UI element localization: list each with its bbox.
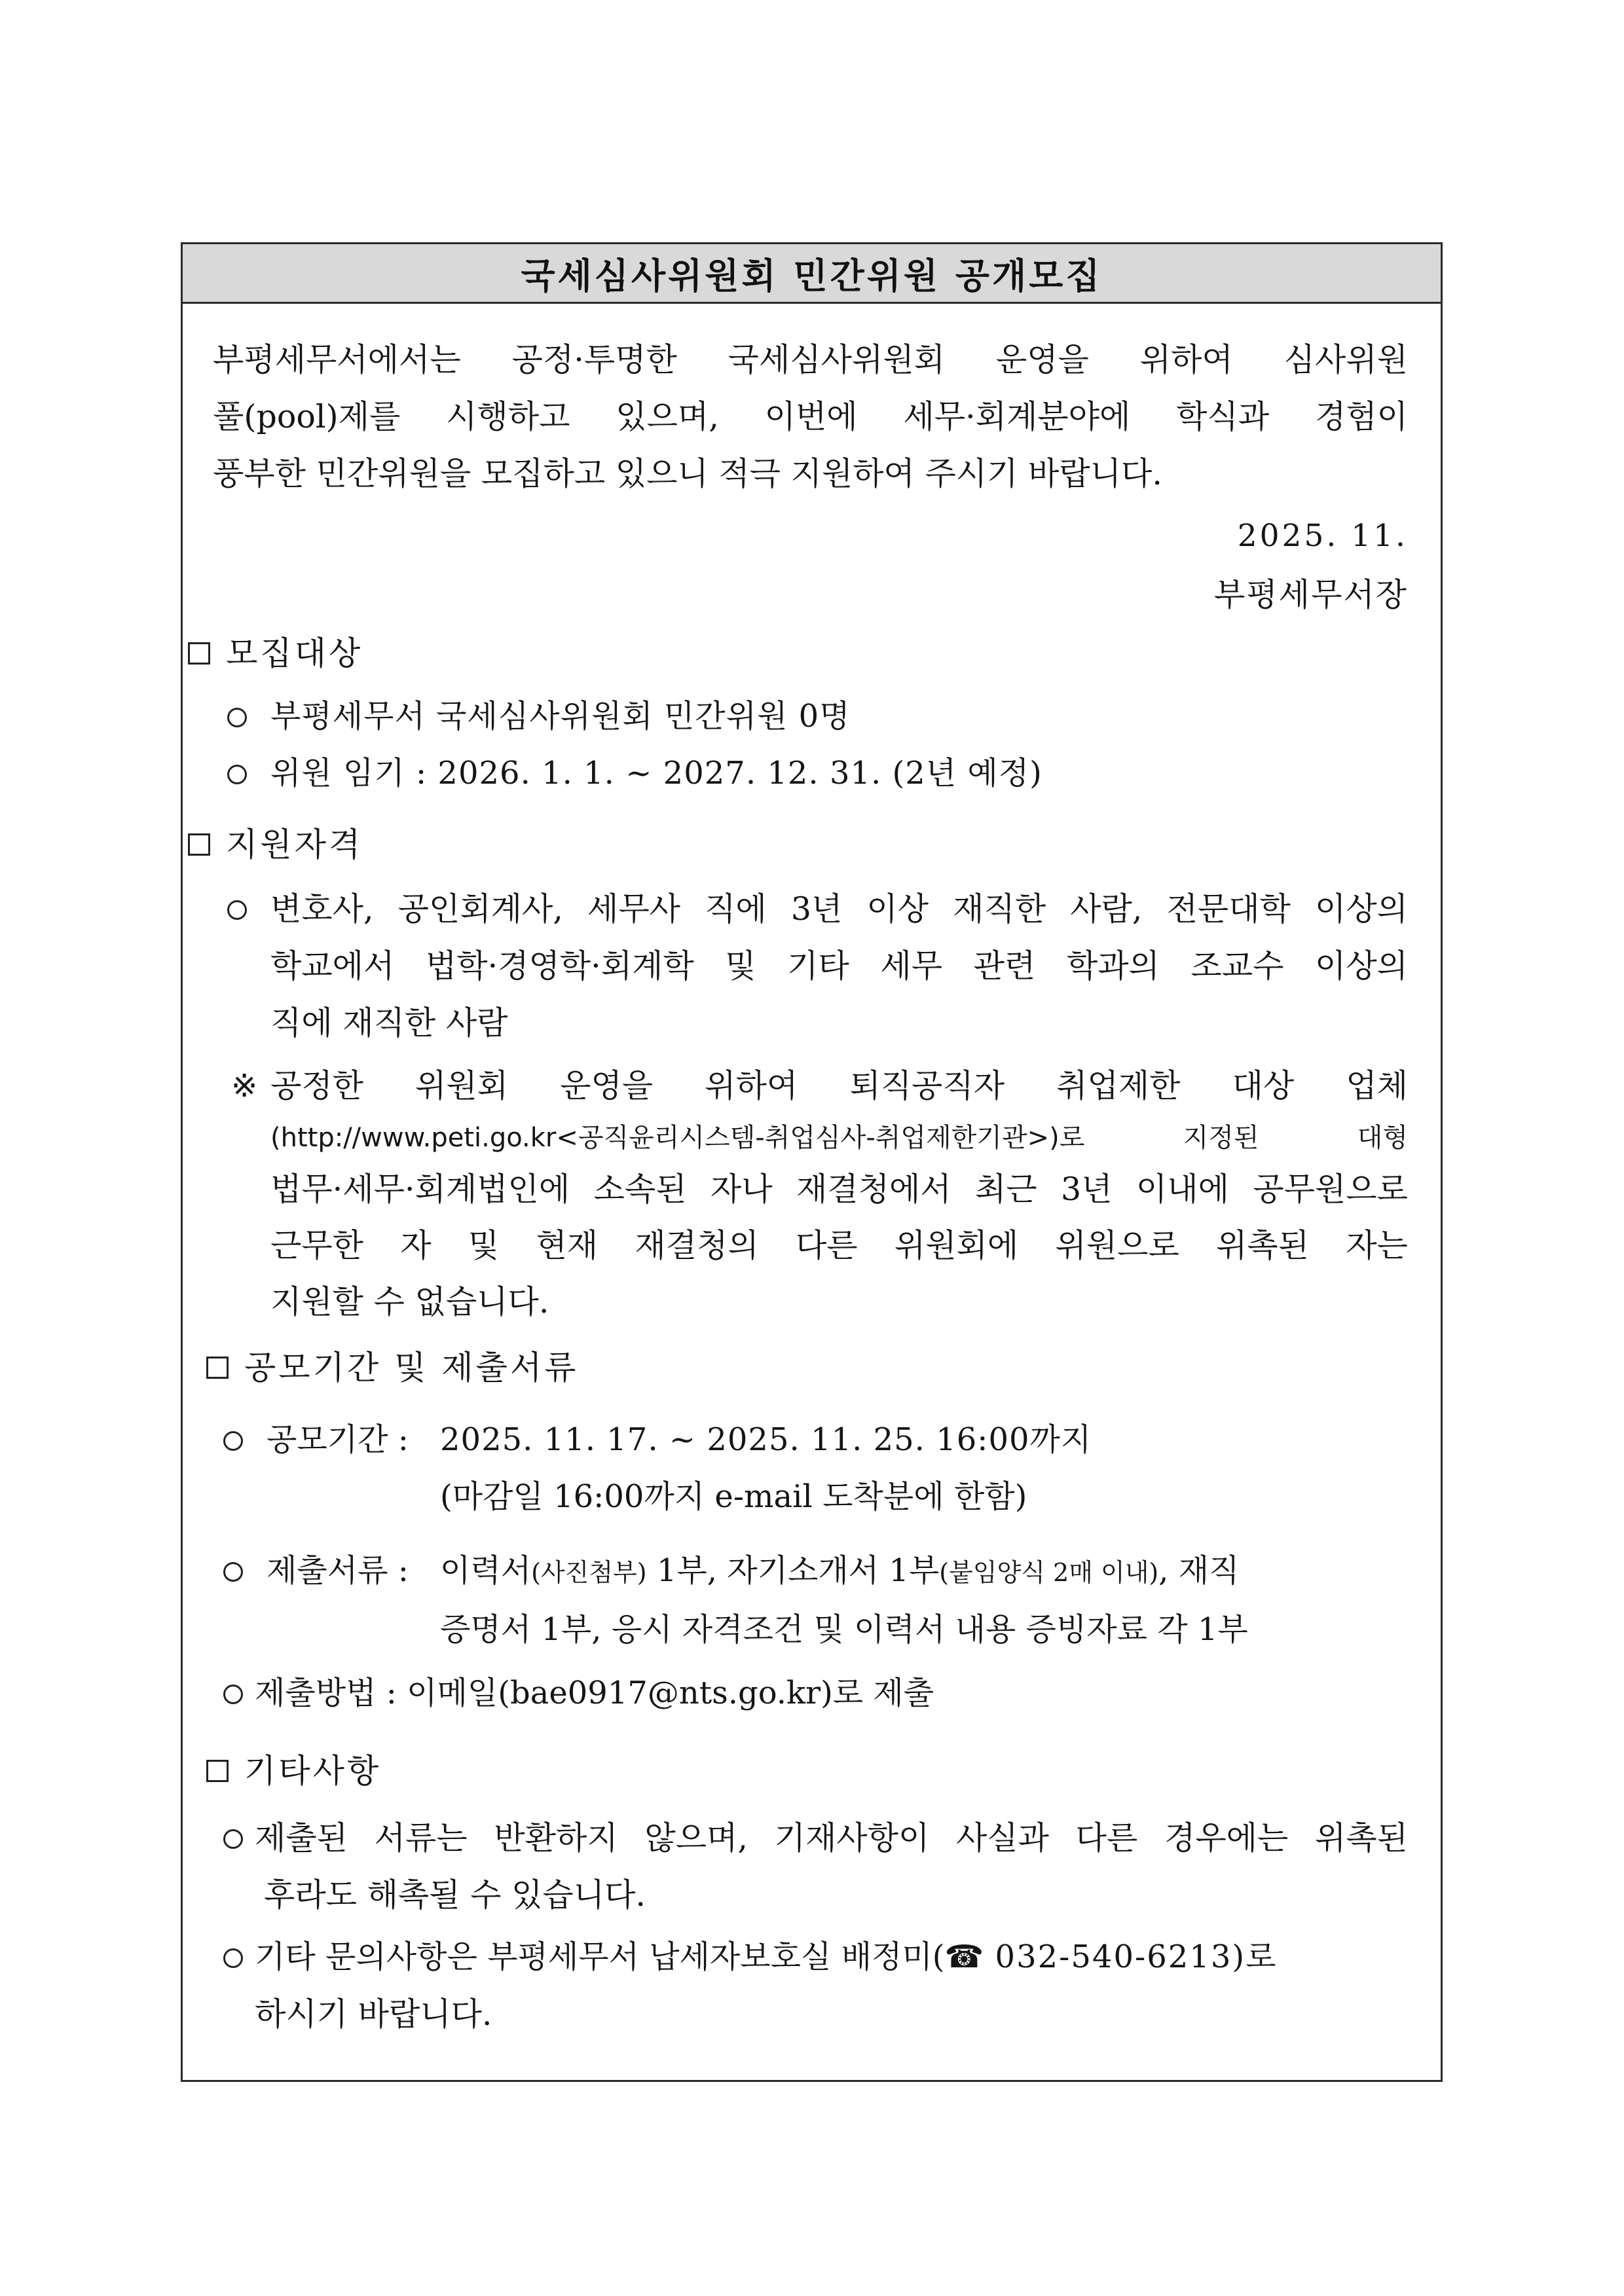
list-item	[223, 1810, 1408, 1923]
docs-line: (사진첨부)	[531, 1558, 647, 1587]
section-heading-target	[188, 624, 1408, 683]
list-item	[227, 881, 1408, 1051]
circle-bullet-icon	[223, 1562, 243, 1582]
list-item	[227, 745, 1408, 802]
section-title: 지원자격	[226, 826, 363, 864]
note-line: 법무·세무·회계법인에 소속된 자나 재결청에서 최근 3년 이내에 공무원으로	[270, 1171, 1408, 1208]
issuer-name: 부평세무서장	[1213, 576, 1408, 613]
circle-bullet-icon	[223, 1431, 243, 1451]
note-mark: ※	[231, 1068, 258, 1104]
intro-line: 부평세무서에서는 공정·투명한 국세심사위원회 운영을 위하여 심사위원	[213, 341, 1408, 378]
section-title: 공모기간 및 제출서류	[244, 1349, 579, 1387]
others-line: 하시기 바랍니다.	[255, 1995, 492, 2033]
telephone-icon: ☎	[944, 1939, 984, 1975]
term-of-office: 위원 임기 : 2026. 1. 1. ~ 2027. 12. 31. (2년 예정)	[270, 755, 1043, 792]
circle-bullet-icon	[227, 708, 247, 727]
period-note: (마감일 16:00까지 e-mail 도착분에 한함)	[440, 1478, 1027, 1515]
intro-line: 풀(pool)제를 시행하고 있으며, 이번에 세무·회계분야에 학식과 경험이	[213, 398, 1408, 435]
intro-line: 풍부한 민간위원을 모집하고 있으니 적극 지원하여 주시기 바랍니다.	[213, 455, 1162, 492]
section-heading-others	[206, 1741, 1408, 1800]
section-title: 모집대상	[226, 634, 363, 672]
others-line: 기타 문의사항은 부평세무서 납세자보호실 배정미(	[255, 1939, 945, 1975]
list-item	[223, 1542, 1408, 1658]
notice-frame	[181, 242, 1443, 2082]
docs-line: , 재직	[1158, 1552, 1240, 1589]
others-line: 제출된 서류는 반환하지 않으며, 기재사항이 사실과 다른 경우에는 위촉된	[255, 1819, 1408, 1857]
list-item	[223, 1412, 1408, 1525]
list-item	[223, 1665, 1408, 1722]
list-item	[227, 688, 1408, 745]
circle-bullet-icon	[223, 1948, 243, 1968]
method-value: 이메일(bae0917@nts.go.kr)로 제출	[407, 1675, 934, 1711]
qualification-line: 학교에서 법학·경영학·회계학 및 기타 세무 관련 학과의 조교수 이상의	[270, 947, 1408, 985]
circle-bullet-icon	[227, 900, 247, 920]
title-bar	[183, 244, 1441, 304]
phone-number: 032-540-6213)로	[984, 1939, 1278, 1975]
section-title: 기타사항	[244, 1752, 382, 1790]
empty-square-icon	[188, 642, 210, 665]
docs-label: 제출서류 :	[267, 1552, 409, 1589]
target-count: 부평세무서 국세심사위원회 민간위원 0명	[270, 698, 851, 735]
note-line: 근무한 자 및 현재 재결청의 다른 위원회에 위원으로 위촉된 자는	[270, 1227, 1408, 1264]
section-heading-submission	[206, 1338, 1408, 1397]
method-label: 제출방법 :	[255, 1675, 397, 1711]
notice-date: 2025. 11.	[1237, 518, 1408, 554]
others-line: 후라도 해촉될 수 있습니다.	[264, 1876, 646, 1914]
qualification-line: 변호사, 공인회계사, 세무사 직에 3년 이상 재직한 사람, 전문대학 이상의	[270, 890, 1408, 928]
note-line: 지원할 수 없습니다.	[270, 1283, 549, 1321]
qualification-line: 직에 재직한 사람	[270, 1004, 508, 1042]
period-label: 공모기간 :	[267, 1421, 409, 1458]
docs-line: 1부, 자기소개서 1부	[646, 1552, 940, 1589]
qualification-note	[231, 1058, 1408, 1330]
period-value: 2025. 11. 17. ~ 2025. 11. 25. 16:00까지	[440, 1421, 1092, 1458]
circle-bullet-icon	[223, 1829, 243, 1849]
empty-square-icon	[188, 833, 210, 856]
docs-line: 증명서 1부, 응시 자격조건 및 이력서 내용 증빙자료 각 1부	[440, 1611, 1248, 1648]
intro-paragraph	[208, 331, 1408, 623]
page-title: 국세심사위원회 민간위원 공개모집	[521, 255, 1103, 297]
section-heading-qualification	[188, 815, 1408, 874]
note-line: 공정한 위원회 운영을 위하여 퇴직공직자 취업제한 대상 업체	[270, 1067, 1408, 1104]
note-line: (http://www.peti.go.kr<공직윤리시스템-취업심사-취업제한기관>)로 지정된 대형	[270, 1123, 1408, 1153]
docs-line: 이력서	[440, 1552, 532, 1589]
circle-bullet-icon	[223, 1685, 243, 1704]
docs-line: (붙임양식 2매 이내)	[939, 1558, 1159, 1587]
notice-body	[183, 331, 1441, 2043]
circle-bullet-icon	[227, 765, 247, 784]
empty-square-icon	[206, 1760, 229, 1782]
list-item	[223, 1929, 1408, 2043]
empty-square-icon	[206, 1357, 229, 1379]
